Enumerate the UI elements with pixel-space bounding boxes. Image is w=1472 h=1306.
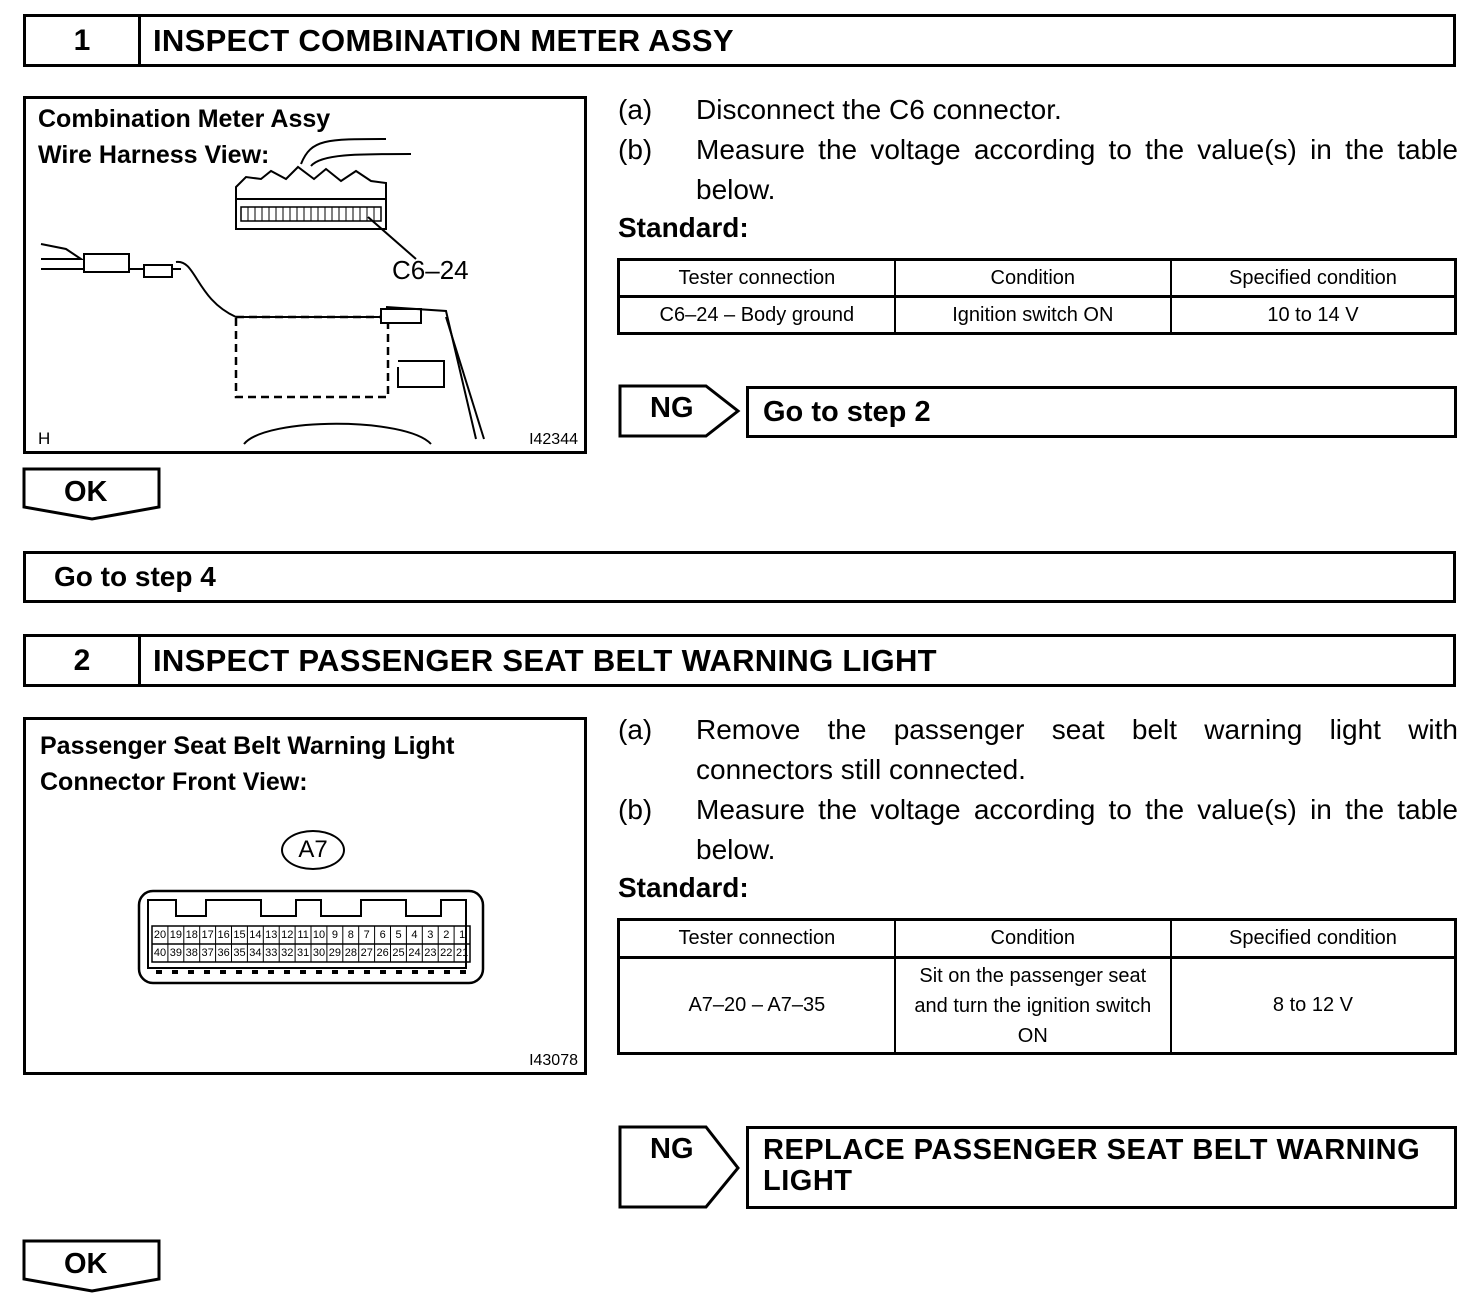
instruction-text: Measure the voltage according to the value(s) in the table below. (696, 134, 1458, 205)
connector-pin-number: 37 (201, 947, 214, 959)
connector-pin-number: 9 (331, 929, 338, 941)
table-cell: 8 to 12 V (1171, 958, 1456, 1054)
ng-action-text: Go to step 2 (763, 395, 931, 428)
connector-pin-number: 10 (312, 929, 326, 941)
step2-instructions (618, 710, 1458, 870)
table-header: Tester connection (619, 260, 895, 297)
connector-pin-number: 40 (153, 947, 167, 959)
connector-pin-number: 16 (217, 929, 230, 941)
connector-pin-number: 24 (408, 947, 421, 959)
table-cell: Sit on the passenger seat and turn the ignition switch ON (895, 958, 1171, 1054)
connector-pin-number: 2 (443, 929, 450, 941)
wire-harness-diagram (26, 99, 584, 451)
table-cell: 10 to 14 V (1171, 297, 1456, 334)
step1-figure (23, 96, 587, 454)
ok-label: OK (64, 476, 108, 508)
go-to-step-text: Go to step 4 (54, 561, 216, 592)
connector-pin-number: 5 (395, 929, 402, 941)
connector-pin-number: 33 (265, 947, 278, 959)
instruction-item (618, 710, 1458, 790)
connector-pins-top-row (152, 926, 470, 944)
connector-pin-number: 27 (360, 947, 373, 959)
figure-title-line2: Wire Harness View: (38, 141, 270, 169)
connector-pin-number: 25 (392, 947, 405, 959)
instruction-label: (b) (618, 134, 653, 165)
connector-pin-number: 38 (185, 947, 198, 959)
connector-pin-number: 21 (456, 947, 469, 959)
connector-pin-number: 4 (411, 929, 418, 941)
connector-pin-number: 22 (440, 947, 453, 959)
instruction-label: (a) (618, 94, 653, 125)
instruction-item (618, 790, 1458, 870)
connector-pin-number: 23 (424, 947, 437, 959)
standard-label: Standard: (618, 872, 749, 903)
connector-pin-number: 34 (249, 947, 262, 959)
step1-instructions (618, 90, 1458, 210)
step1-header (23, 14, 1456, 67)
instruction-item (618, 130, 1458, 210)
connector-pin-number: 39 (169, 947, 182, 959)
connector-pin-number: 35 (233, 947, 246, 959)
instruction-text: Disconnect the C6 connector. (696, 94, 1062, 125)
connector-pin-number: 12 (281, 929, 294, 941)
table-row (619, 958, 1456, 1054)
connector-pin-number: 15 (233, 929, 246, 941)
connector-pin-label: C6–24 (392, 255, 469, 285)
table-row (619, 297, 1456, 334)
step2-header (23, 634, 1456, 687)
connector-pin-number: 7 (363, 929, 370, 941)
step2-figure-title (40, 728, 454, 800)
step1-spec-table (617, 258, 1457, 335)
step2-number: 2 (26, 637, 141, 684)
ok-label: OK (64, 1248, 108, 1280)
connector-pin-number: 14 (249, 929, 262, 941)
ng-action-box[interactable] (746, 1126, 1457, 1209)
table-cell: A7–20 – A7–35 (619, 958, 895, 1054)
step1-title: INSPECT COMBINATION METER ASSY (153, 22, 734, 58)
table-header: Specified condition (1171, 920, 1456, 958)
connector-pin-number: 20 (153, 929, 167, 941)
table-cell: Ignition switch ON (895, 297, 1171, 334)
instruction-text: Remove the passenger seat belt warning light with connectors still connected. (696, 714, 1458, 785)
connector-label-oval (281, 830, 345, 870)
table-header: Condition (895, 260, 1171, 297)
figure-code: I43078 (529, 1052, 578, 1069)
connector-pin-number: 29 (328, 947, 342, 959)
connector-pin-number: 26 (376, 947, 389, 959)
figure-corner-letter: H (38, 429, 51, 448)
connector-pin-number: 30 (312, 947, 326, 959)
table-header: Condition (895, 920, 1171, 958)
ng-action-box[interactable] (746, 386, 1457, 438)
connector-pin-number: 17 (201, 929, 214, 941)
connector-pins-bottom-row (152, 944, 470, 962)
connector-pin-number: 19 (169, 929, 182, 941)
figure-title-line1: Combination Meter Assy (38, 105, 331, 133)
instruction-label: (a) (618, 714, 653, 745)
step1-number: 1 (26, 17, 141, 64)
step2-spec-table (617, 918, 1457, 1055)
figure-title-line1: Passenger Seat Belt Warning Light (40, 732, 455, 760)
connector-pin-number: 18 (185, 929, 198, 941)
instruction-text: Measure the voltage according to the value(s) in the table below. (696, 794, 1458, 865)
ng-label: NG (650, 1133, 694, 1165)
connector-pin-number: 31 (296, 947, 310, 959)
connector-pin-number: 6 (379, 929, 386, 941)
instruction-item (618, 90, 1458, 130)
figure-code: I42344 (529, 431, 578, 448)
standard-label: Standard: (618, 212, 749, 243)
ng-action-text: REPLACE PASSENGER SEAT BELT WARNING LIGHT (763, 1134, 1421, 1197)
connector-pin-number: 3 (427, 929, 434, 941)
instruction-label: (b) (618, 794, 653, 825)
connector-label: A7 (298, 836, 328, 863)
table-header: Specified condition (1171, 260, 1456, 297)
table-header-row (619, 260, 1456, 297)
connector-pin-number: 32 (281, 947, 294, 959)
connector-pin-number: 36 (217, 947, 230, 959)
connector-pin-number: 13 (265, 929, 278, 941)
connector-pin-number: 1 (459, 929, 466, 941)
connector-pin-number: 28 (344, 947, 357, 959)
figure-title-line2: Connector Front View: (40, 768, 308, 796)
ng-label: NG (650, 392, 694, 424)
table-header: Tester connection (619, 920, 895, 958)
step2-figure (23, 717, 587, 1075)
connector-pin-number: 8 (347, 929, 354, 941)
table-header-row (619, 920, 1456, 958)
table-cell: C6–24 – Body ground (619, 297, 895, 334)
go-to-step-box[interactable] (23, 551, 1456, 603)
step2-title: INSPECT PASSENGER SEAT BELT WARNING LIGHT (153, 642, 937, 678)
connector-pin-number: 11 (297, 929, 309, 941)
